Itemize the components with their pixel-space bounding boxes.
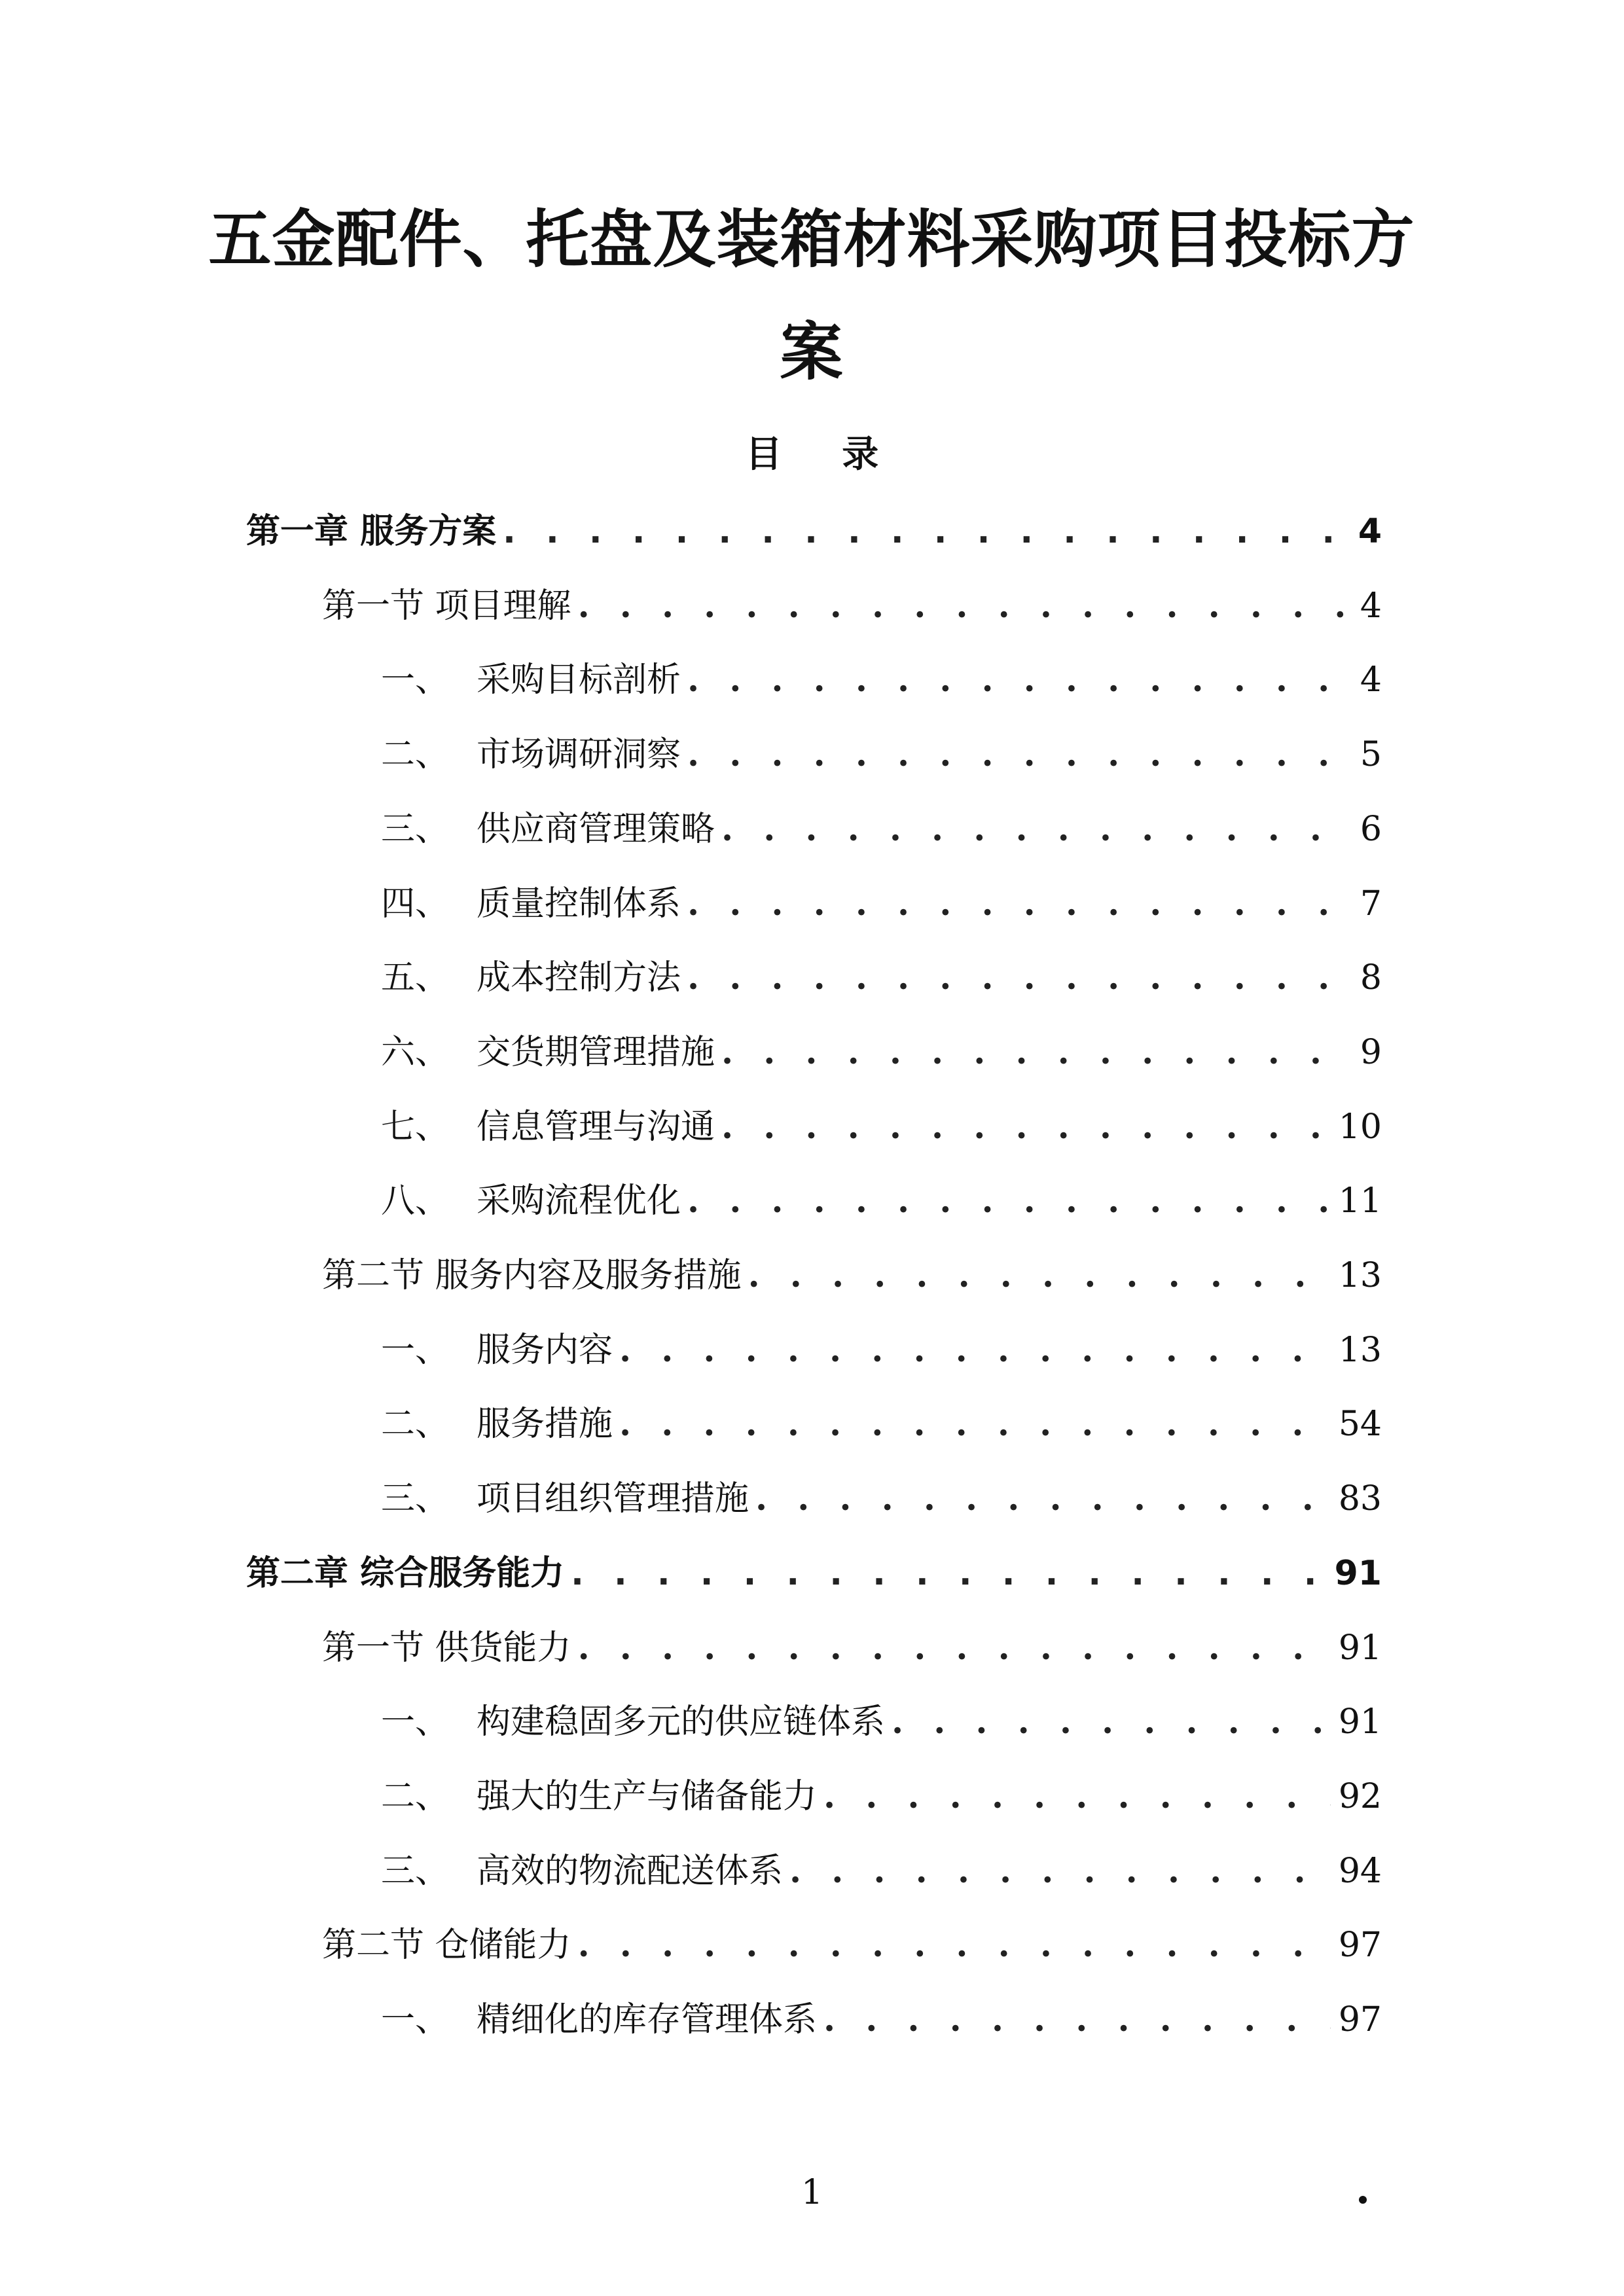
toc-entry-page: 10: [1338, 1107, 1382, 1147]
toc-entry-title: 强大的生产与储备能力: [477, 1776, 818, 1816]
toc-entry[interactable]: [381, 1101, 1382, 1153]
toc-entry-number: 第一节: [322, 586, 425, 626]
toc-entry-title: 服务方案: [360, 512, 497, 551]
toc-entry-page: 11: [1338, 1181, 1382, 1221]
toc-entry-title: 供应商管理策略: [477, 809, 715, 849]
toc-entry-title: 服务内容: [477, 1330, 613, 1370]
toc-entry-number: 第一章: [246, 512, 349, 551]
toc-entry-number: 二、: [381, 1776, 450, 1816]
toc-entry-page: 91: [1338, 1628, 1382, 1668]
toc-entry-number: 六、: [381, 1032, 450, 1072]
toc-entry-page: 92: [1338, 1776, 1382, 1816]
toc-entry[interactable]: [381, 1324, 1382, 1376]
toc-entry-title: 服务内容及服务措施: [435, 1256, 742, 1295]
toc-entry-title: 服务措施: [477, 1405, 613, 1444]
toc-entry-page: 4: [1360, 660, 1382, 700]
toc-entry-page: 97: [1338, 1926, 1382, 1965]
toc-entry[interactable]: [381, 1026, 1382, 1079]
toc-entry-page: 54: [1338, 1405, 1382, 1444]
toc-entry-title: 高效的物流配送体系: [477, 1851, 784, 1891]
toc-dot-leader: [892, 1696, 1331, 1748]
toc-entry-page: 7: [1360, 884, 1382, 924]
toc-dot-leader: [721, 1101, 1331, 1153]
toc-dot-leader: [687, 878, 1352, 930]
toc-entry[interactable]: [381, 1845, 1382, 1897]
toc-dot-leader: [687, 1175, 1331, 1227]
toc-entry-title: 采购流程优化: [477, 1181, 681, 1221]
toc-entry-title: 综合服务能力: [360, 1553, 565, 1593]
toc-entry[interactable]: [381, 878, 1382, 930]
toc-entry[interactable]: [322, 1249, 1382, 1302]
toc-entry-page: 13: [1338, 1256, 1382, 1295]
toc-dot-leader: [789, 1845, 1331, 1897]
toc-entry-title: 市场调研洞察: [477, 735, 681, 775]
toc-entry[interactable]: [381, 1994, 1382, 2046]
toc-entry-separator: [424, 1622, 435, 1674]
toc-dot-leader: [721, 803, 1352, 855]
toc-entry-page: 13: [1338, 1330, 1382, 1370]
toc-entry-separator: [424, 1249, 435, 1302]
toc-entry-page: 8: [1360, 958, 1382, 998]
toc-entry-number: 四、: [381, 884, 450, 924]
toc-entry-separator: [348, 505, 360, 558]
toc-dot-leader: [687, 728, 1352, 781]
toc-entry[interactable]: [381, 1175, 1382, 1227]
page-number: 1: [801, 2173, 823, 2212]
toc-entry-number: 五、: [381, 958, 450, 998]
toc-entry-title: 供货能力: [435, 1628, 571, 1668]
toc-entry-title: 精细化的库存管理体系: [477, 2000, 818, 2039]
toc-dot-leader: [755, 1473, 1331, 1525]
toc-entry-page: 83: [1338, 1479, 1382, 1519]
toc-entry-separator: [348, 1547, 360, 1600]
toc-dot-leader: [823, 1994, 1331, 2046]
toc-entry-title: 构建稳固多元的供应链体系: [477, 1702, 886, 1742]
toc-dot-leader: [619, 1398, 1331, 1450]
document-title: 五金配件、托盘及装箱材料采购项目投标方案: [208, 203, 1415, 389]
toc-entry-title: 信息管理与沟通: [477, 1107, 715, 1147]
toc-entry-page: 91: [1338, 1702, 1382, 1742]
toc-dot-leader: [578, 1919, 1331, 1971]
toc-entry-number: 一、: [381, 2000, 450, 2039]
toc-entry-title: 项目理解: [435, 586, 571, 626]
toc-entry[interactable]: [381, 803, 1382, 855]
toc-entry-number: 一、: [381, 1330, 450, 1370]
toc-dot-leader: [687, 952, 1352, 1004]
toc-entry-page: 5: [1360, 735, 1382, 775]
toc-dot-leader: [571, 1547, 1326, 1600]
toc-entry-number: 第二章: [246, 1553, 349, 1593]
toc-entry[interactable]: [246, 1547, 1382, 1600]
toc-entry-number: 二、: [381, 735, 450, 775]
toc-entry-number: 三、: [381, 1851, 450, 1891]
toc-entry-page: 4: [1358, 512, 1382, 551]
toc-entry-page: 97: [1338, 2000, 1382, 2039]
toc-entry[interactable]: [381, 728, 1382, 781]
toc-entry-number: 第一节: [322, 1628, 425, 1668]
toc-entry-page: 4: [1360, 586, 1382, 626]
toc-entry[interactable]: [381, 952, 1382, 1004]
toc-dot-leader: [721, 1026, 1352, 1079]
toc-entry-page: 6: [1360, 809, 1382, 849]
toc-entry-number: 三、: [381, 1479, 450, 1519]
toc-dot-leader: [619, 1324, 1331, 1376]
toc-entry-title: 采购目标剖析: [477, 660, 681, 700]
toc-entry[interactable]: [322, 580, 1382, 632]
toc-entry-page: 94: [1338, 1851, 1382, 1891]
toc-heading: 目 录: [745, 433, 903, 476]
toc-dot-leader: [578, 1622, 1331, 1674]
toc-dot-leader: [578, 580, 1352, 632]
toc-entry-title: 交货期管理措施: [477, 1032, 715, 1072]
toc-entry-title: 成本控制方法: [477, 958, 681, 998]
toc-entry-number: 七、: [381, 1107, 450, 1147]
toc-entry-number: 一、: [381, 660, 450, 700]
toc-entry[interactable]: [322, 1622, 1382, 1674]
footer-dot-icon: [1359, 2196, 1367, 2204]
toc-entry-separator: [424, 1919, 435, 1971]
toc-entry[interactable]: [381, 1770, 1382, 1823]
toc-entry-number: 第二节: [322, 1926, 425, 1965]
toc-entry[interactable]: [322, 1919, 1382, 1971]
toc-entry[interactable]: [381, 1398, 1382, 1450]
toc-dot-leader: [823, 1770, 1331, 1823]
toc-entry-page: 9: [1360, 1032, 1382, 1072]
toc-entry[interactable]: [381, 654, 1382, 706]
toc-entry-number: 二、: [381, 1405, 450, 1444]
toc-entry-number: 第二节: [322, 1256, 425, 1295]
toc-dot-leader: [503, 505, 1350, 558]
toc-dot-leader: [687, 654, 1352, 706]
toc-entry-separator: [424, 580, 435, 632]
toc-entry-page: 91: [1334, 1553, 1382, 1593]
toc-entry-title: 仓储能力: [435, 1926, 571, 1965]
toc-entry-title: 项目组织管理措施: [477, 1479, 749, 1519]
toc-dot-leader: [748, 1249, 1331, 1302]
toc-entry-number: 三、: [381, 809, 450, 849]
toc-entry[interactable]: [381, 1473, 1382, 1525]
toc-entry-number: 八、: [381, 1181, 450, 1221]
toc-entry-title: 质量控制体系: [477, 884, 681, 924]
toc-entry[interactable]: [381, 1696, 1382, 1748]
toc-entry-number: 一、: [381, 1702, 450, 1742]
toc-entry[interactable]: [246, 505, 1382, 558]
